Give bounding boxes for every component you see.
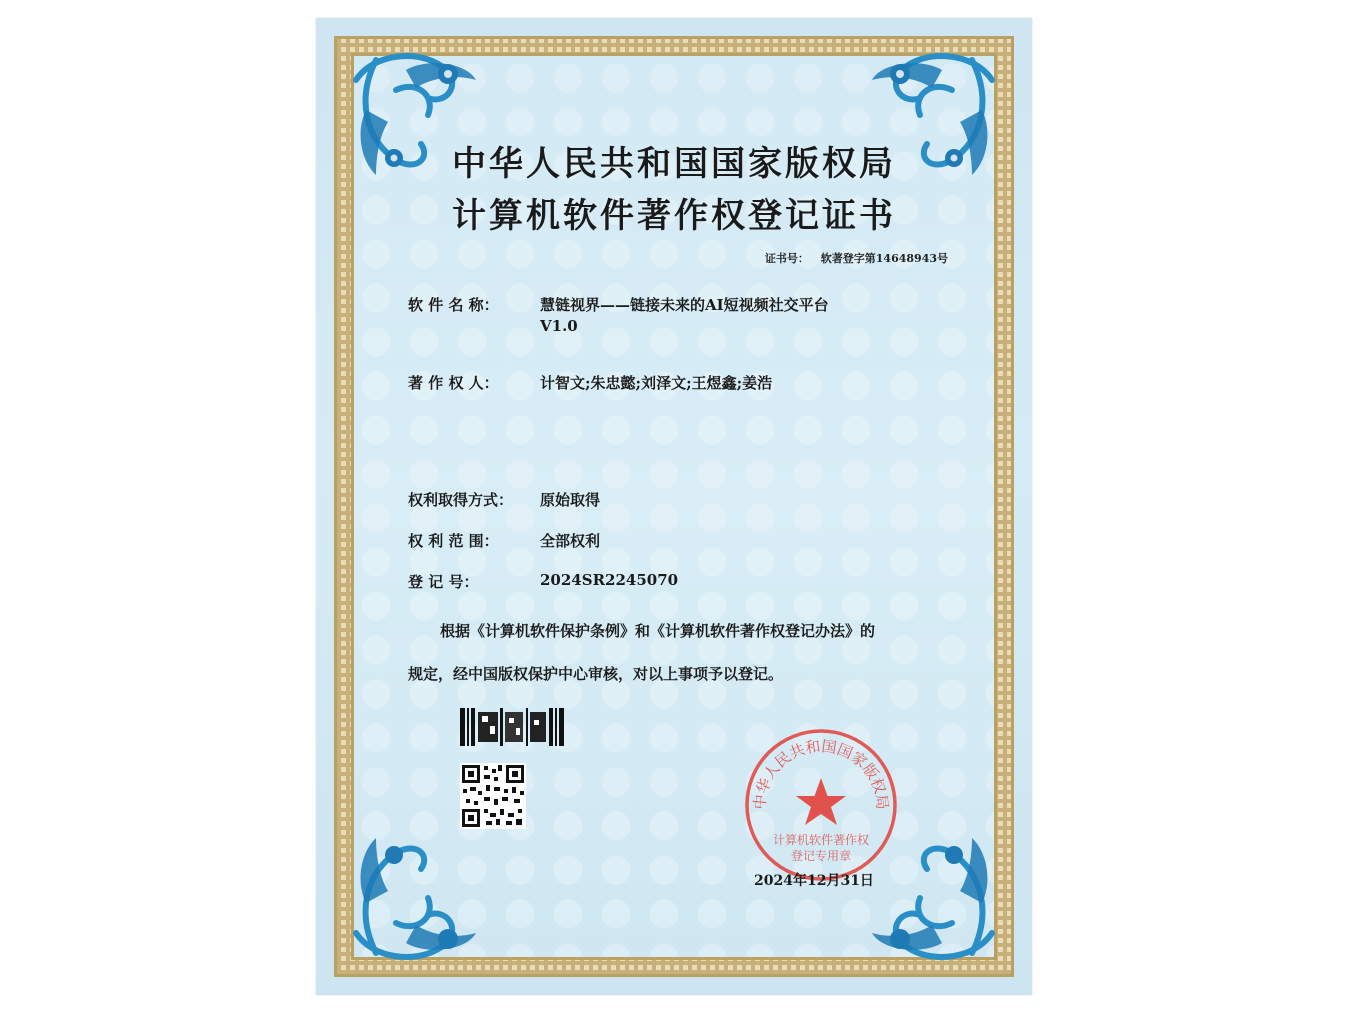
acquisition-row — [408, 489, 600, 510]
certificate-number-value: 软著登字第14648943号 — [820, 252, 948, 265]
acquisition-value: 原始取得 — [540, 491, 601, 509]
software-name-label: 软 件 名 称： — [408, 296, 499, 314]
certificate — [316, 18, 1032, 995]
copyright-owner-label: 著 作 权 人： — [408, 374, 499, 392]
software-version: V1.0 — [540, 317, 578, 335]
barcode-icon — [460, 708, 564, 746]
scope-value: 全部权利 — [540, 532, 601, 550]
copyright-owner-value: 计智文;朱忠懿;刘泽文;王煜鑫;姜浩 — [540, 374, 773, 392]
legal-basis-text-cont: 规定，经中国版权保护中心审核，对以上事项予以登记。 — [408, 665, 784, 683]
registration-number-row — [408, 571, 678, 592]
seal-center-text-1: 计算机软件著作权 — [772, 833, 870, 847]
software-name-value: 慧链视界——链接未来的AI短视频社交平台 — [540, 296, 829, 314]
registration-number-label: 登 记 号： — [408, 573, 479, 591]
certificate-number-label: 证书号： — [764, 252, 809, 265]
scope-row — [408, 530, 600, 551]
certificate-number — [765, 250, 948, 266]
seal-ring-text: 中华人民共和国国家版权局 — [750, 737, 892, 811]
acquisition-label: 权利取得方式： — [408, 491, 514, 509]
certificate-authority-title: 中华人民共和国国家版权局 — [452, 144, 896, 184]
copyright-owner-row — [408, 372, 772, 393]
official-seal-icon — [742, 726, 900, 884]
legal-basis-text: 根据《计算机软件保护条例》和《计算机软件著作权登记办法》的 — [440, 622, 876, 640]
certificate-title: 计算机软件著作权登记证书 — [452, 196, 896, 236]
corner-ornament-icon — [336, 823, 506, 973]
scope-label: 权 利 范 围： — [408, 532, 499, 550]
registration-number-value: 2024SR2245070 — [540, 571, 679, 589]
issue-date: 2024年12月31日 — [754, 873, 874, 889]
seal-center-text-2: 登记专用章 — [790, 849, 852, 863]
qr-code-icon — [460, 763, 526, 829]
software-name-row — [408, 294, 829, 335]
